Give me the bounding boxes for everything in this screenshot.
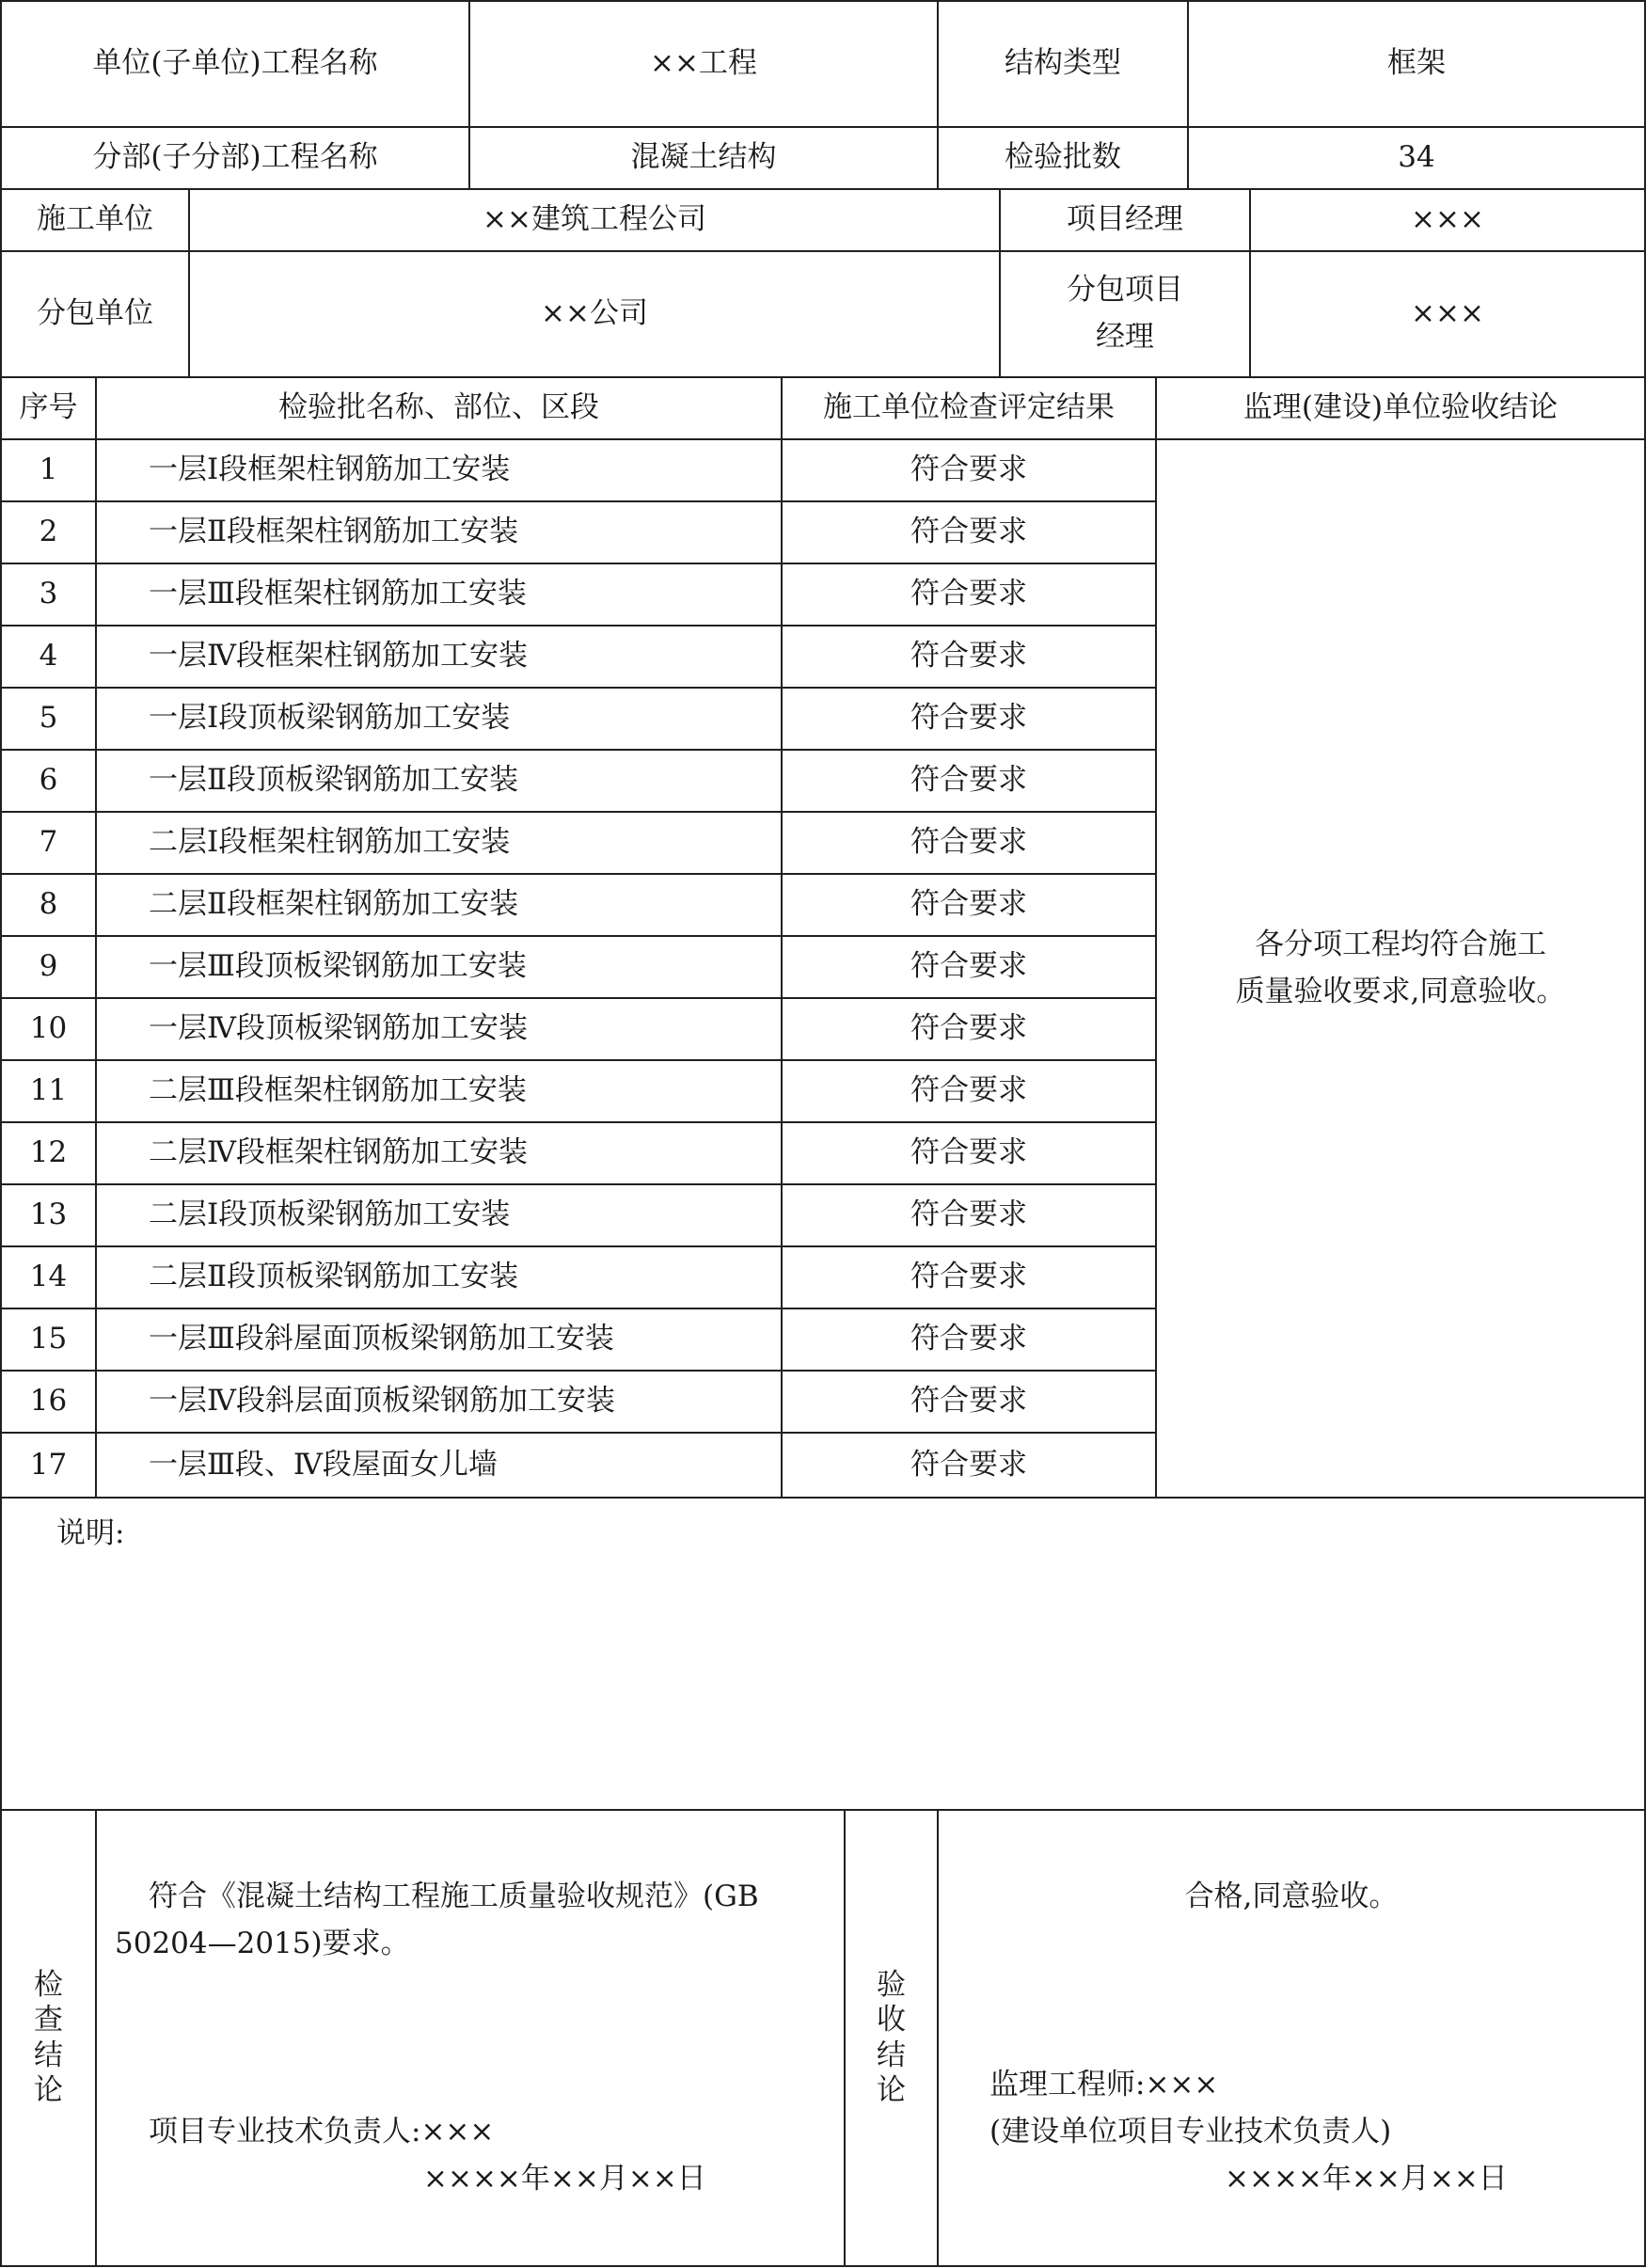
row-result: 符合要求 [910,1447,1027,1482]
row-no: 16 [29,1384,68,1419]
acceptance-signer-sub: (建设单位项目专业技术负责人) [989,2115,1392,2149]
inspection-side-char: 论 [34,2072,63,2107]
subcontractor-value: ××公司 [541,296,648,331]
row-result: 符合要求 [910,1011,1027,1046]
row-no: 6 [39,763,58,798]
row-no: 10 [29,1011,68,1046]
sub-pm-value: ××× [1411,296,1484,331]
row-no: 3 [39,577,58,611]
row-name: 二层Ⅰ段框架柱钢筋加工安装 [149,825,511,860]
inspection-date: ××××年××月××日 [423,2162,706,2196]
structure-type-label: 结构类型 [1005,46,1121,81]
row-no: 11 [29,1073,68,1108]
col-header-conclusion: 监理(建设)单位验收结论 [1242,390,1559,425]
row-no: 14 [29,1260,68,1294]
row-name: 一层Ⅰ段框架柱钢筋加工安装 [149,452,511,487]
row-name: 一层Ⅲ段、Ⅳ段屋面女儿墙 [149,1447,498,1482]
row-no: 13 [29,1197,68,1232]
inspection-side-char: 查 [34,2003,63,2038]
row-no: 2 [39,515,58,549]
row-no: 15 [29,1322,68,1356]
structure-type-value: 框架 [1387,46,1446,81]
row-result: 符合要求 [910,701,1027,736]
row-name: 一层Ⅲ段顶板梁钢筋加工安装 [149,949,527,984]
batch-count-value: 34 [1398,140,1435,175]
supervision-conclusion [1157,440,1644,1497]
pm-label: 项目经理 [1067,202,1183,237]
row-no: 1 [39,452,58,487]
row-no: 7 [39,825,58,860]
pm-value: ××× [1411,202,1484,237]
division-label: 分部(子分部)工程名称 [92,140,378,175]
row-result: 符合要求 [910,887,1027,922]
row-name: 一层Ⅲ段框架柱钢筋加工安装 [149,577,527,611]
notes-label: 说明: [56,1516,125,1550]
row-name: 一层Ⅳ段框架柱钢筋加工安装 [149,639,528,674]
row-result: 符合要求 [910,515,1027,549]
acceptance-side-char: 收 [877,2003,906,2038]
row-result: 符合要求 [910,1260,1027,1294]
row-name: 一层Ⅱ段顶板梁钢筋加工安装 [149,763,519,798]
supervision-conclusion-line2: 质量验收要求,同意验收。 [1235,974,1566,1008]
supervision-conclusion-line1: 各分项工程均符合施工 [1255,927,1546,961]
acceptance-side-label [846,1811,937,2265]
row-result: 符合要求 [910,1322,1027,1356]
col-header-result: 施工单位检查评定结果 [823,390,1115,425]
row-no: 5 [39,701,58,736]
inspection-signer: 项目专业技术负责人:××× [149,2115,495,2149]
acceptance-text: 合格,同意验收。 [1184,1879,1399,1914]
row-name: 一层Ⅳ段顶板梁钢筋加工安装 [149,1011,528,1046]
row-no: 8 [39,887,58,922]
sub-pm-label [1001,252,1249,376]
col-header-name: 检验批名称、部位、区段 [278,390,599,425]
row-result: 符合要求 [910,825,1027,860]
acceptance-side-char: 验 [877,1968,906,2003]
row-no: 12 [29,1135,68,1170]
row-name: 二层Ⅳ段框架柱钢筋加工安装 [149,1135,528,1170]
row-name: 二层Ⅱ段顶板梁钢筋加工安装 [149,1260,519,1294]
inspection-side-char: 检 [34,1968,63,2003]
row-no: 4 [39,639,58,674]
row-result: 符合要求 [910,763,1027,798]
row-name: 一层Ⅱ段框架柱钢筋加工安装 [149,515,519,549]
row-name: 二层Ⅲ段框架柱钢筋加工安装 [149,1073,527,1108]
contractor-label: 施工单位 [37,202,153,237]
row-result: 符合要求 [910,1197,1027,1232]
acceptance-side-char: 结 [877,2038,906,2072]
row-result: 符合要求 [910,577,1027,611]
row-result: 符合要求 [910,949,1027,984]
unit-project-value: ××工程 [650,46,757,81]
row-result: 符合要求 [910,639,1027,674]
inspection-side-label [2,1811,95,2265]
unit-project-label: 单位(子单位)工程名称 [92,46,378,81]
col-header-no: 序号 [19,390,78,425]
row-name: 一层Ⅳ段斜层面顶板梁钢筋加工安装 [149,1384,615,1419]
row-result: 符合要求 [910,1135,1027,1170]
sub-pm-label-line2: 经理 [1096,320,1154,354]
row-name: 一层Ⅰ段顶板梁钢筋加工安装 [149,701,511,736]
subcontractor-label: 分包单位 [37,296,153,331]
inspection-text-line1: 符合《混凝土结构工程施工质量验收规范》(GB [149,1879,759,1913]
row-result: 符合要求 [910,1384,1027,1419]
row-no: 17 [29,1447,68,1482]
row-result: 符合要求 [910,1073,1027,1108]
inspection-text-line2: 50204—2015)要求。 [115,1927,410,1960]
batch-count-label: 检验批数 [1005,140,1121,175]
row-name: 二层Ⅰ段顶板梁钢筋加工安装 [149,1197,511,1232]
acceptance-signer: 监理工程师:××× [989,2068,1219,2101]
row-name: 二层Ⅱ段框架柱钢筋加工安装 [149,887,519,922]
acceptance-side-char: 论 [877,2072,906,2107]
row-name: 一层Ⅲ段斜屋面顶板梁钢筋加工安装 [149,1322,614,1356]
contractor-value: ××建筑工程公司 [483,202,706,237]
sub-pm-label-line1: 分包项目 [1067,273,1183,308]
division-value: 混凝土结构 [630,140,777,175]
acceptance-date: ××××年××月××日 [1225,2162,1508,2196]
row-no: 9 [39,949,58,984]
row-result: 符合要求 [910,452,1027,487]
inspection-side-char: 结 [34,2038,63,2072]
